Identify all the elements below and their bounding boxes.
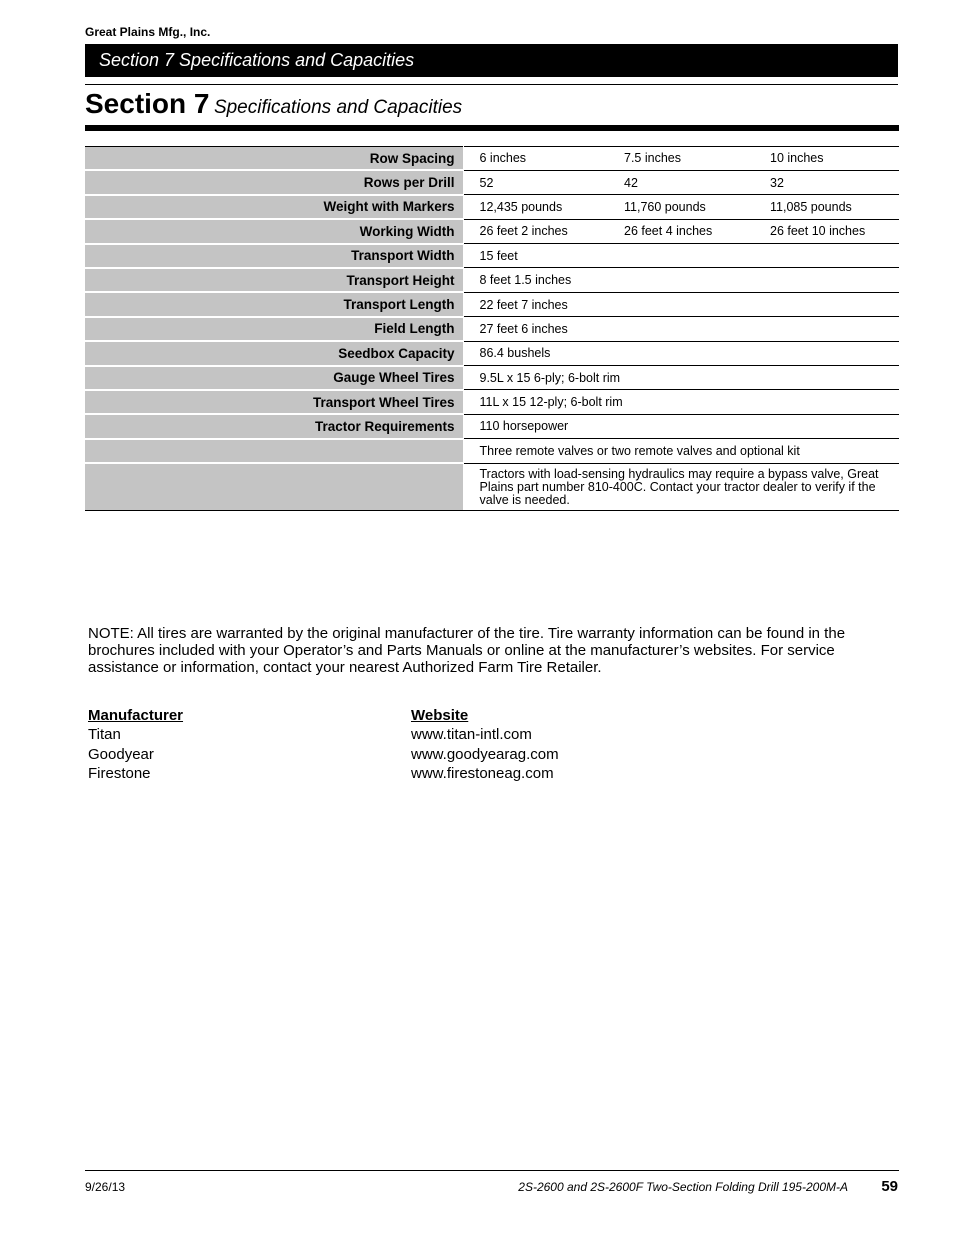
table-row	[85, 414, 899, 438]
footer-rule	[85, 1170, 899, 1171]
spec-value: 15 feet	[463, 244, 899, 268]
website-column	[411, 706, 559, 783]
spec-label: Transport Length	[85, 292, 463, 316]
table-row	[85, 390, 899, 414]
footer-date: 9/26/13	[85, 1180, 126, 1194]
spec-value: 11,085 pounds	[754, 195, 899, 219]
table-row	[85, 317, 899, 341]
table-row	[85, 147, 899, 171]
spec-value: 11L x 15 12-ply; 6-bolt rim	[463, 390, 899, 414]
spec-label: Gauge Wheel Tires	[85, 366, 463, 390]
footer-document-title: 2S-2600 and 2S-2600F Two-Section Folding Drill 195-200M-A	[518, 1180, 848, 1194]
title-rule	[85, 125, 899, 131]
spec-value: 52	[463, 170, 608, 194]
spec-value: 12,435 pounds	[463, 195, 608, 219]
spec-value: 8 feet 1.5 inches	[463, 268, 899, 292]
table-row	[85, 366, 899, 390]
spec-value: 6 inches	[463, 147, 608, 171]
page-number: 59	[881, 1178, 898, 1195]
table-row	[85, 463, 899, 510]
spec-label: Weight with Markers	[85, 195, 463, 219]
spec-label: Tractor Requirements	[85, 414, 463, 438]
spec-label-empty	[85, 439, 463, 463]
manufacturer-header: Manufacturer	[88, 707, 184, 724]
table-row	[85, 292, 899, 316]
page-title-main: Section 7	[85, 88, 210, 119]
manufacturer-name: Firestone	[88, 764, 151, 782]
table-row	[85, 195, 899, 219]
manufacturer-name: Goodyear	[88, 745, 154, 763]
spec-value: Three remote valves or two remote valves and optional kit	[463, 439, 899, 463]
spec-value: 110 horsepower	[463, 414, 899, 438]
website-link[interactable]: www.titan-intl.com	[411, 726, 532, 744]
table-row	[85, 170, 899, 194]
spec-note: Tractors with load-sensing hydraulics may require a bypass valve, Great Plains part number 810-400C. Contact your tractor dealer to verify if the valve is needed.	[463, 463, 899, 510]
spec-value: 26 feet 4 inches	[608, 219, 754, 243]
website-header: Website	[411, 707, 469, 724]
spec-value: 11,760 pounds	[608, 195, 754, 219]
table-row	[85, 439, 899, 463]
spec-value: 26 feet 2 inches	[463, 219, 608, 243]
table-row	[85, 244, 899, 268]
spec-label: Transport Wheel Tires	[85, 390, 463, 414]
header-rule	[85, 84, 898, 85]
spec-value: 86.4 bushels	[463, 341, 899, 365]
spec-label: Field Length	[85, 317, 463, 341]
table-row	[85, 341, 899, 365]
spec-label-empty	[85, 463, 463, 510]
website-link[interactable]: www.firestoneag.com	[411, 764, 554, 782]
spec-label: Rows per Drill	[85, 170, 463, 194]
company-name: Great Plains Mfg., Inc.	[85, 25, 211, 39]
page-title-sub: Specifications and Capacities	[213, 97, 463, 118]
spec-value: 42	[608, 170, 754, 194]
table-row	[85, 219, 899, 243]
manufacturer-column	[88, 706, 183, 783]
spec-label: Row Spacing	[85, 147, 463, 171]
spec-value: 9.5L x 15 6-ply; 6-bolt rim	[463, 366, 899, 390]
page-title	[85, 88, 462, 120]
table-row	[85, 268, 899, 292]
spec-value: 22 feet 7 inches	[463, 292, 899, 316]
manufacturer-name: Titan	[88, 726, 121, 744]
spec-label: Seedbox Capacity	[85, 341, 463, 365]
spec-label: Transport Width	[85, 244, 463, 268]
section-header-bar: Section 7 Specifications and Capacities	[85, 44, 898, 77]
specifications-table	[85, 146, 899, 511]
spec-value: 10 inches	[754, 147, 899, 171]
spec-value: 32	[754, 170, 899, 194]
spec-value: 26 feet 10 inches	[754, 219, 899, 243]
spec-value: 7.5 inches	[608, 147, 754, 171]
tire-warranty-note: NOTE: All tires are warranted by the original manufacturer of the tire. Tire warranty information can be found in the brochures included with your Operator’s and Parts Manuals or online at the manufacturer’s websites. For service assistance or information, contact your nearest Authorized Farm Tire Retailer.	[88, 625, 846, 676]
website-link[interactable]: www.goodyearag.com	[411, 745, 559, 763]
spec-value: 27 feet 6 inches	[463, 317, 899, 341]
spec-label: Working Width	[85, 219, 463, 243]
spec-label: Transport Height	[85, 268, 463, 292]
